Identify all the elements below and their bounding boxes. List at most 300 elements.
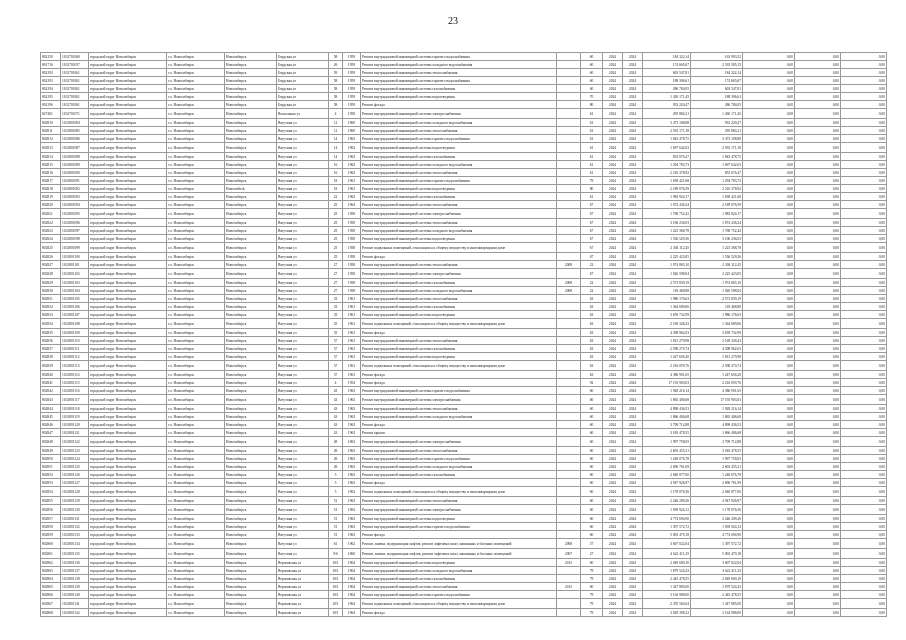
city-cell: Новосибирск bbox=[225, 243, 277, 253]
municipal-district-cell: городской округ Новосибирск bbox=[89, 295, 167, 303]
plan-end-year-cell: 2024 bbox=[623, 101, 643, 109]
settlement-cell: г.о. Новосибирск bbox=[167, 261, 225, 269]
settlement-cell: г.о. Новосибирск bbox=[167, 591, 225, 599]
municipal-district-cell: городской округ Новосибирск bbox=[89, 185, 167, 193]
cost-local-cell: 0,00 bbox=[795, 497, 841, 505]
oktmo-code-cell: 1102801132 bbox=[61, 523, 89, 531]
cost-owners-cell: 0,00 bbox=[841, 201, 887, 209]
plan-start-year-cell: 2024 bbox=[603, 61, 623, 69]
cost-budget-cell: 0,00 bbox=[743, 583, 795, 591]
record-id-cell: 802193 bbox=[41, 77, 61, 85]
last-repair-year-cell bbox=[557, 599, 581, 609]
municipal-district-cell: городской округ Новосибирск bbox=[89, 583, 167, 591]
cost-fund-cell: 3 709 712,88 bbox=[691, 437, 743, 447]
plan-start-year-cell: 2024 bbox=[603, 161, 623, 169]
settlement-cell: г.о. Новосибирск bbox=[167, 329, 225, 337]
wear-percent-cell: 61 bbox=[581, 161, 603, 169]
cost-owners-cell: 0,00 bbox=[841, 361, 887, 371]
record-id-cell: 802854 bbox=[41, 487, 61, 497]
oktmo-code-cell: 1102801136 bbox=[61, 559, 89, 567]
cost-total-cell: 1 697 642,03 bbox=[643, 143, 691, 153]
work-type-cell: Ремонт подвальных помещений, относящихся к общему имуществу в многоквартирном доме bbox=[361, 487, 557, 497]
house-number-cell: 37 bbox=[329, 361, 343, 371]
record-id-cell: 802828 bbox=[41, 269, 61, 279]
record-id-cell: 802860 bbox=[41, 539, 61, 549]
table-row bbox=[41, 591, 887, 599]
table-row bbox=[41, 209, 887, 219]
last-repair-year-cell bbox=[557, 61, 581, 69]
record-id-cell: 802861 bbox=[41, 549, 61, 559]
record-id-cell: 802856 bbox=[41, 505, 61, 515]
cost-local-cell: 0,00 bbox=[795, 387, 841, 395]
cost-local-cell: 0,00 bbox=[795, 227, 841, 235]
street-cell: Ватутина ул bbox=[277, 227, 329, 235]
municipal-district-cell: городской округ Новосибирск bbox=[89, 405, 167, 413]
record-id-cell: 802196 bbox=[41, 101, 61, 109]
cost-total-cell: 1 294 783,73 bbox=[643, 161, 691, 169]
oktmo-code-cell: 1102801129 bbox=[61, 497, 89, 505]
table-row bbox=[41, 329, 887, 337]
city-cell: Новосибирск bbox=[225, 471, 277, 479]
municipal-district-cell: городской округ Новосибирск bbox=[89, 193, 167, 201]
last-repair-year-cell bbox=[557, 135, 581, 143]
record-id-cell: 802817 bbox=[41, 177, 61, 185]
last-repair-year-cell bbox=[557, 319, 581, 329]
build-year-cell: 1963 bbox=[343, 479, 361, 487]
municipal-district-cell: городской округ Новосибирск bbox=[89, 549, 167, 559]
street-cell: Ватутина ул bbox=[277, 395, 329, 405]
cost-owners-cell: 0,00 bbox=[841, 53, 887, 61]
cost-fund-cell: 2 573 839,19 bbox=[691, 295, 743, 303]
cost-budget-cell: 0,00 bbox=[743, 353, 795, 361]
municipal-district-cell: городской округ Новосибирск bbox=[89, 153, 167, 161]
last-repair-year-cell bbox=[557, 311, 581, 319]
record-id-cell: 802862 bbox=[41, 559, 61, 567]
settlement-cell: г.о. Новосибирск bbox=[167, 219, 225, 227]
plan-end-year-cell: 2024 bbox=[623, 479, 643, 487]
table-row bbox=[41, 497, 887, 505]
wear-percent-cell: 60 bbox=[581, 53, 603, 61]
settlement-cell: г.о. Новосибирск bbox=[167, 371, 225, 379]
settlement-cell: г.о. Новосибирск bbox=[167, 567, 225, 575]
cost-budget-cell: 0,00 bbox=[743, 487, 795, 497]
record-id-cell: 801716 bbox=[41, 61, 61, 69]
municipal-district-cell: городской округ Новосибирск bbox=[89, 361, 167, 371]
house-number-cell: 51 bbox=[329, 497, 343, 505]
build-year-cell: 1960 bbox=[343, 549, 361, 559]
last-repair-year-cell: 2008 bbox=[557, 539, 581, 549]
house-number-cell: 27 bbox=[329, 287, 343, 295]
municipal-district-cell: городской округ Новосибирск bbox=[89, 559, 167, 567]
oktmo-code-cell: 1102801134 bbox=[61, 539, 89, 549]
cost-total-cell: 3 473 108,88 bbox=[643, 119, 691, 127]
work-type-cell: Ремонт фасада bbox=[361, 371, 557, 379]
plan-start-year-cell: 2024 bbox=[603, 219, 623, 227]
city-cell: Новосибирск bbox=[225, 319, 277, 329]
cost-fund-cell: 1 874 436,24 bbox=[691, 219, 743, 227]
plan-end-year-cell: 2024 bbox=[623, 531, 643, 539]
cost-total-cell: 4 386 901,65 bbox=[643, 371, 691, 379]
record-id-cell: 802834 bbox=[41, 319, 61, 329]
house-number-cell: 58 bbox=[329, 101, 343, 109]
table-row bbox=[41, 371, 887, 379]
street-cell: Ватутина ул bbox=[277, 269, 329, 279]
last-repair-year-cell bbox=[557, 361, 581, 371]
record-id-cell: 802846 bbox=[41, 421, 61, 429]
cost-total-cell: 2 470 564,64 bbox=[643, 599, 691, 609]
wear-percent-cell: 27 bbox=[581, 549, 603, 559]
cost-budget-cell: 0,00 bbox=[743, 119, 795, 127]
record-id-cell: 802811 bbox=[41, 127, 61, 135]
record-id-cell: 802851 bbox=[41, 463, 61, 471]
municipal-district-cell: городской округ Новосибирск bbox=[89, 77, 167, 85]
wear-percent-cell: 61 bbox=[581, 169, 603, 177]
work-type-cell: Ремонт внутридомовой инженерной системы холодного водоснабжения bbox=[361, 61, 557, 69]
cost-owners-cell: 0,00 bbox=[841, 405, 887, 413]
house-number-cell: 12 bbox=[329, 119, 343, 127]
settlement-cell: г.о. Новосибирск bbox=[167, 161, 225, 169]
record-id-cell: 802830 bbox=[41, 287, 61, 295]
cost-fund-cell: 2 603 455,21 bbox=[691, 463, 743, 471]
cost-budget-cell: 0,00 bbox=[743, 169, 795, 177]
plan-end-year-cell: 2024 bbox=[623, 227, 643, 235]
oktmo-code-cell: 1102801114 bbox=[61, 371, 89, 379]
street-cell: Ватутина ул bbox=[277, 295, 329, 303]
wear-percent-cell: 92 bbox=[581, 379, 603, 387]
work-type-cell: Ремонт внутридомовой инженерной системы теплоснабжения bbox=[361, 337, 557, 345]
plan-start-year-cell: 2024 bbox=[603, 575, 623, 583]
house-number-cell: 5 bbox=[329, 471, 343, 479]
wear-percent-cell: 60 bbox=[581, 505, 603, 515]
municipal-district-cell: городской округ Новосибирск bbox=[89, 463, 167, 471]
cost-total-cell: 1 223 368,78 bbox=[643, 227, 691, 235]
cost-fund-cell: 163 903,52 bbox=[691, 53, 743, 61]
house-number-cell: 51 bbox=[329, 505, 343, 515]
wear-percent-cell: 60 bbox=[581, 559, 603, 567]
house-number-cell: 58 bbox=[329, 93, 343, 101]
plan-end-year-cell: 2024 bbox=[623, 361, 643, 371]
cost-total-cell: 2 216 378,92 bbox=[643, 169, 691, 177]
municipal-district-cell: городской округ Новосибирск bbox=[89, 421, 167, 429]
record-id-cell: 802857 bbox=[41, 515, 61, 523]
cost-owners-cell: 0,00 bbox=[841, 515, 887, 523]
city-cell: Новосибирск bbox=[225, 413, 277, 421]
build-year-cell: 1963 bbox=[343, 471, 361, 479]
city-cell: Новосибирск bbox=[225, 447, 277, 455]
oktmo-code-cell: 1102801090 bbox=[61, 169, 89, 177]
table-row bbox=[41, 609, 887, 617]
record-id-cell: 802848 bbox=[41, 437, 61, 447]
plan-start-year-cell: 2024 bbox=[603, 523, 623, 531]
cost-total-cell: 1 430 171,45 bbox=[643, 93, 691, 101]
table-row bbox=[41, 153, 887, 161]
capital-repair-register-table bbox=[40, 52, 887, 617]
build-year-cell: 1961 bbox=[343, 311, 361, 319]
cost-fund-cell: 1 294 783,73 bbox=[691, 177, 743, 185]
cost-local-cell: 0,00 bbox=[795, 287, 841, 295]
cost-local-cell: 0,00 bbox=[795, 583, 841, 591]
cost-budget-cell: 0,00 bbox=[743, 243, 795, 253]
street-cell: Ватутина ул bbox=[277, 539, 329, 549]
cost-local-cell: 0,00 bbox=[795, 311, 841, 319]
record-id-cell: 802863 bbox=[41, 567, 61, 575]
street-cell: Ватутина ул bbox=[277, 161, 329, 169]
cost-owners-cell: 0,00 bbox=[841, 193, 887, 201]
last-repair-year-cell bbox=[557, 505, 581, 515]
last-repair-year-cell bbox=[557, 405, 581, 413]
street-cell: Вертковская ул bbox=[277, 591, 329, 599]
street-cell: Ватутина ул bbox=[277, 287, 329, 295]
cost-owners-cell: 0,00 bbox=[841, 287, 887, 295]
last-repair-year-cell bbox=[557, 497, 581, 505]
work-type-cell: Ремонт внутридомовой инженерной системы горячего водоснабжения bbox=[361, 523, 557, 531]
settlement-cell: г.о. Новосибирск bbox=[167, 143, 225, 153]
last-repair-year-cell bbox=[557, 77, 581, 85]
record-id-cell: 802195 bbox=[41, 93, 61, 101]
city-cell: Новосибирск bbox=[225, 287, 277, 295]
city-cell: Новосибирск bbox=[225, 487, 277, 497]
municipal-district-cell: городской округ Новосибирск bbox=[89, 287, 167, 295]
city-cell: Новосибирск bbox=[225, 153, 277, 161]
wear-percent-cell: 60 bbox=[581, 497, 603, 505]
cost-budget-cell: 0,00 bbox=[743, 609, 795, 617]
wear-percent-cell: 67 bbox=[581, 219, 603, 227]
cost-local-cell: 0,00 bbox=[795, 609, 841, 617]
last-repair-year-cell bbox=[557, 387, 581, 395]
settlement-cell: г.о. Новосибирск bbox=[167, 253, 225, 261]
wear-percent-cell: 60 bbox=[581, 437, 603, 447]
street-cell: Ватутина ул bbox=[277, 311, 329, 319]
cost-owners-cell: 0,00 bbox=[841, 421, 887, 429]
cost-local-cell: 0,00 bbox=[795, 177, 841, 185]
cost-owners-cell: 0,00 bbox=[841, 161, 887, 169]
cost-total-cell: 2 603 455,21 bbox=[643, 447, 691, 455]
last-repair-year-cell: 2012 bbox=[557, 559, 581, 567]
plan-end-year-cell: 2024 bbox=[623, 567, 643, 575]
wear-percent-cell: 61 bbox=[581, 127, 603, 135]
city-cell: Новосибирск bbox=[225, 101, 277, 109]
house-number-cell: 43 bbox=[329, 421, 343, 429]
oktmo-code-cell: 1102801131 bbox=[61, 515, 89, 523]
cost-fund-cell: 933 220,47 bbox=[691, 119, 743, 127]
house-number-cell: 49 bbox=[329, 437, 343, 447]
record-id-cell: 802847 bbox=[41, 429, 61, 437]
plan-end-year-cell: 2024 bbox=[623, 371, 643, 379]
plan-start-year-cell: 2024 bbox=[603, 127, 623, 135]
cost-total-cell: 2 169 328,43 bbox=[643, 319, 691, 329]
work-type-cell: Ремонт внутридомовой инженерной системы газоснабжения bbox=[361, 153, 557, 161]
city-cell: Новосибирск bbox=[225, 61, 277, 69]
plan-start-year-cell: 2024 bbox=[603, 531, 623, 539]
municipal-district-cell: городской округ Новосибирск bbox=[89, 135, 167, 143]
oktmo-code-cell: 1102801106 bbox=[61, 303, 89, 311]
plan-end-year-cell: 2024 bbox=[623, 559, 643, 567]
build-year-cell: 1963 bbox=[343, 515, 361, 523]
work-type-cell: Ремонт внутридомовой инженерной системы горячего водоснабжения bbox=[361, 177, 557, 185]
cost-total-cell: 188 396,61 bbox=[643, 77, 691, 85]
cost-owners-cell: 0,00 bbox=[841, 455, 887, 463]
cost-local-cell: 0,00 bbox=[795, 515, 841, 523]
table-row bbox=[41, 287, 887, 295]
table-row bbox=[41, 85, 887, 93]
cost-budget-cell: 0,00 bbox=[743, 193, 795, 201]
record-id-cell: 802835 bbox=[41, 329, 61, 337]
last-repair-year-cell bbox=[557, 567, 581, 575]
last-repair-year-cell bbox=[557, 209, 581, 219]
oktmo-code-cell: 1102801122 bbox=[61, 437, 89, 447]
build-year-cell: 1958 bbox=[343, 227, 361, 235]
last-repair-year-cell bbox=[557, 53, 581, 61]
work-type-cell: Ремонт внутридомовой инженерной системы газоснабжения bbox=[361, 303, 557, 311]
oktmo-code-cell: 1102801098 bbox=[61, 235, 89, 243]
cost-total-cell: 1 397 572,72 bbox=[643, 523, 691, 531]
street-cell: Бердская ул bbox=[277, 77, 329, 85]
settlement-cell: г.о. Новосибирск bbox=[167, 531, 225, 539]
city-cell: Новосибирск bbox=[225, 127, 277, 135]
build-year-cell: 1959 bbox=[343, 61, 361, 69]
settlement-cell: г.о. Новосибирск bbox=[167, 279, 225, 287]
table-row bbox=[41, 169, 887, 177]
work-type-cell: Ремонт внутридомовой инженерной системы теплоснабжения bbox=[361, 69, 557, 77]
plan-end-year-cell: 2024 bbox=[623, 303, 643, 311]
cost-fund-cell: 2 189 076,59 bbox=[691, 201, 743, 209]
city-cell: Новосибирск bbox=[225, 539, 277, 549]
city-cell: Новосибирск bbox=[225, 77, 277, 85]
record-id-cell: 802867 bbox=[41, 599, 61, 609]
house-number-cell: 37 bbox=[329, 371, 343, 379]
settlement-cell: г.о. Новосибирск bbox=[167, 437, 225, 447]
cost-fund-cell: 286 784,05 bbox=[691, 101, 743, 109]
cost-fund-cell: 2 696 761,09 bbox=[691, 479, 743, 487]
plan-start-year-cell: 2024 bbox=[603, 319, 623, 329]
municipal-district-cell: городской округ Новосибирск bbox=[89, 387, 167, 395]
city-cell: Новосибирск bbox=[225, 345, 277, 353]
city-cell: Новосибирск bbox=[225, 135, 277, 143]
plan-end-year-cell: 2024 bbox=[623, 61, 643, 69]
cost-budget-cell: 0,00 bbox=[743, 295, 795, 303]
plan-end-year-cell: 2024 bbox=[623, 463, 643, 471]
record-id-cell: 802837 bbox=[41, 345, 61, 353]
house-number-cell: 12 bbox=[329, 127, 343, 135]
plan-start-year-cell: 2024 bbox=[603, 421, 623, 429]
cost-owners-cell: 0,00 bbox=[841, 85, 887, 93]
cost-total-cell: 1 928 216,14 bbox=[643, 387, 691, 395]
work-type-cell: Ремонт внутридомовой инженерной системы электроснабжения bbox=[361, 437, 557, 447]
cost-fund-cell: 3 607 022,04 bbox=[691, 559, 743, 567]
table-row bbox=[41, 235, 887, 243]
work-type-cell: Ремонт внутридомовой инженерной системы водоотведения bbox=[361, 559, 557, 567]
last-repair-year-cell bbox=[557, 303, 581, 311]
plan-end-year-cell: 2024 bbox=[623, 85, 643, 93]
municipal-district-cell: городской округ Новосибирск bbox=[89, 487, 167, 497]
cost-local-cell: 0,00 bbox=[795, 135, 841, 143]
cost-owners-cell: 0,00 bbox=[841, 379, 887, 387]
table-row bbox=[41, 599, 887, 609]
oktmo-code-cell: 1102801116 bbox=[61, 387, 89, 395]
wear-percent-cell: 79 bbox=[581, 567, 603, 575]
city-cell: Новосибирск bbox=[225, 303, 277, 311]
plan-end-year-cell: 2024 bbox=[623, 311, 643, 319]
record-id-cell: 802850 bbox=[41, 455, 61, 463]
build-year-cell: 1961 bbox=[343, 329, 361, 337]
build-year-cell: 1958 bbox=[343, 261, 361, 269]
wear-percent-cell: 22 bbox=[581, 287, 603, 295]
plan-end-year-cell: 2024 bbox=[623, 93, 643, 101]
build-year-cell: 1963 bbox=[343, 447, 361, 455]
city-cell: Новосибирск bbox=[225, 531, 277, 539]
city-cell: Новосибирск bbox=[225, 609, 277, 617]
cost-budget-cell: 0,00 bbox=[743, 135, 795, 143]
plan-end-year-cell: 2024 bbox=[623, 387, 643, 395]
cost-owners-cell: 0,00 bbox=[841, 209, 887, 219]
cost-fund-cell: 1 347 885,00 bbox=[691, 599, 743, 609]
work-type-cell: Ремонт подвальных помещений, относящихся к общему имуществу в многоквартирном доме bbox=[361, 599, 557, 609]
last-repair-year-cell bbox=[557, 161, 581, 169]
plan-start-year-cell: 2024 bbox=[603, 539, 623, 549]
plan-start-year-cell: 2024 bbox=[603, 471, 623, 479]
work-type-cell: Ремонт внутридомовой инженерной системы теплоснабжения bbox=[361, 219, 557, 227]
cost-total-cell: 1 879 524,43 bbox=[643, 567, 691, 575]
cost-budget-cell: 0,00 bbox=[743, 143, 795, 153]
wear-percent-cell: 63 bbox=[581, 311, 603, 319]
cost-local-cell: 0,00 bbox=[795, 77, 841, 85]
work-type-cell: Ремонт внутридомовой инженерной системы теплоснабжения bbox=[361, 261, 557, 269]
plan-end-year-cell: 2024 bbox=[623, 319, 643, 329]
plan-end-year-cell: 2024 bbox=[623, 329, 643, 337]
municipal-district-cell: городской округ Новосибирск bbox=[89, 303, 167, 311]
table-row bbox=[41, 487, 887, 497]
cost-total-cell: 4 308 962,03 bbox=[643, 329, 691, 337]
record-id-cell: 802150 bbox=[41, 53, 61, 61]
work-type-cell: Ремонт внутридомовой инженерной системы газоснабжения bbox=[361, 279, 557, 287]
oktmo-code-cell: 1102701061 bbox=[61, 85, 89, 93]
plan-start-year-cell: 2024 bbox=[603, 235, 623, 243]
cost-fund-cell: 1 223 368,78 bbox=[691, 243, 743, 253]
cost-fund-cell: 2 225 423,05 bbox=[691, 269, 743, 279]
city-cell: Новосибирск bbox=[225, 395, 277, 405]
oktmo-code-cell: 1102801094 bbox=[61, 201, 89, 209]
work-type-cell: Ремонт внутридомовой инженерной системы газоснабжения bbox=[361, 193, 557, 201]
build-year-cell: 1958 bbox=[343, 235, 361, 243]
municipal-district-cell: городской округ Новосибирск bbox=[89, 523, 167, 531]
build-year-cell: 1963 bbox=[343, 437, 361, 447]
table-row bbox=[41, 429, 887, 437]
oktmo-code-cell: 1102801121 bbox=[61, 429, 89, 437]
table-row bbox=[41, 479, 887, 487]
wear-percent-cell: 60 bbox=[581, 463, 603, 471]
build-year-cell: 1959 bbox=[343, 53, 361, 61]
wear-percent-cell: 60 bbox=[581, 405, 603, 413]
cost-budget-cell: 0,00 bbox=[743, 515, 795, 523]
street-cell: Вокзальная ул bbox=[277, 109, 329, 119]
municipal-district-cell: городской округ Новосибирск bbox=[89, 531, 167, 539]
settlement-cell: г.о. Новосибирск bbox=[167, 127, 225, 135]
cost-local-cell: 0,00 bbox=[795, 61, 841, 69]
cost-local-cell: 0,00 bbox=[795, 463, 841, 471]
plan-end-year-cell: 2024 bbox=[623, 135, 643, 143]
cost-owners-cell: 0,00 bbox=[841, 447, 887, 455]
house-number-cell: 49 bbox=[329, 455, 343, 463]
cost-owners-cell: 0,00 bbox=[841, 559, 887, 567]
cost-local-cell: 0,00 bbox=[795, 379, 841, 387]
street-cell: Ватутина ул bbox=[277, 479, 329, 487]
plan-start-year-cell: 2024 bbox=[603, 455, 623, 463]
cost-fund-cell: 1 026 598,04 bbox=[691, 287, 743, 295]
municipal-district-cell: городской округ Новосибирск bbox=[89, 279, 167, 287]
build-year-cell: 1958 bbox=[343, 253, 361, 261]
street-cell: Ватутина ул bbox=[277, 463, 329, 471]
last-repair-year-cell bbox=[557, 109, 581, 119]
